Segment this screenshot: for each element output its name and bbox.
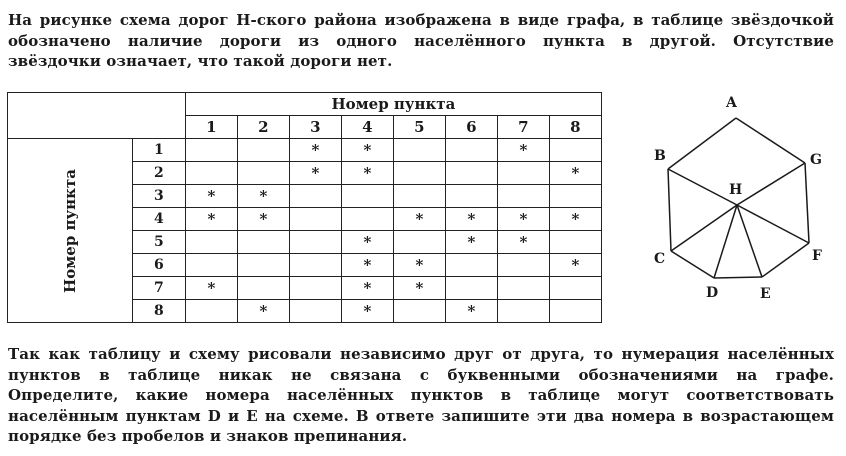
table-cell: [497, 254, 549, 277]
table-cell: [185, 162, 237, 185]
graph-node-d: D: [706, 285, 719, 301]
table-cell: [445, 162, 497, 185]
column-number: 5: [393, 116, 445, 139]
table-cell: [289, 208, 341, 231]
column-number: 8: [549, 116, 601, 139]
column-number: 3: [289, 116, 341, 139]
table-cell: *: [497, 139, 549, 162]
column-number: 2: [237, 116, 289, 139]
table-cell: *: [549, 162, 601, 185]
graph-edge-H-B: [668, 169, 737, 205]
table-cell: [289, 277, 341, 300]
adjacency-table: [7, 92, 602, 323]
table-cell: *: [237, 300, 289, 323]
table-cell: *: [445, 300, 497, 323]
table-cell: *: [393, 277, 445, 300]
row-header-text: Номер пункта: [60, 168, 79, 293]
table-cell: [549, 231, 601, 254]
intro-line: обозначено наличие дороги из одного населённого пункта в другой. Отсутствие: [8, 31, 834, 50]
row-number: 2: [132, 162, 185, 185]
intro-line: На рисунке схема дорог Н-ского района изображена в виде графа, в таблице звёздочкой: [8, 11, 834, 29]
graph-node-e: E: [760, 286, 771, 302]
table-cell: [185, 139, 237, 162]
table-cell: [549, 185, 601, 208]
graph-node-f: F: [812, 248, 822, 264]
table-cell: *: [549, 254, 601, 277]
table-cell: [289, 185, 341, 208]
graph-edge-H-G: [737, 163, 805, 205]
intro-paragraph: [8, 10, 834, 72]
row-header: [8, 139, 133, 323]
table-cell: [237, 277, 289, 300]
table-cell: [549, 139, 601, 162]
table-cell: *: [237, 185, 289, 208]
table-cell: *: [289, 162, 341, 185]
table-cell: [185, 254, 237, 277]
graph-edge-E-F: [762, 243, 809, 277]
column-number: 7: [497, 116, 549, 139]
table-cell: [393, 231, 445, 254]
table-cell: *: [289, 139, 341, 162]
row-number: 7: [132, 277, 185, 300]
table-cell: [185, 231, 237, 254]
table-cell: [237, 162, 289, 185]
column-header: Номер пункта: [185, 93, 601, 116]
table-cell: [393, 139, 445, 162]
question-line: населённым пунктам D и E на схеме. В ответе запишите эти два номера в возрастающем: [8, 406, 834, 425]
table-row: [8, 139, 602, 162]
question-paragraph: [8, 344, 834, 447]
graph-edge-D-E: [714, 277, 762, 278]
graph-node-g: G: [810, 152, 822, 168]
table-cell: [341, 185, 393, 208]
table-cell: *: [341, 162, 393, 185]
table-cell: [393, 185, 445, 208]
graph-node-c: C: [654, 251, 666, 267]
table-cell: [497, 185, 549, 208]
table-cell: *: [393, 208, 445, 231]
column-number: 4: [341, 116, 393, 139]
graph-edge-H-D: [714, 205, 737, 278]
table-cell: [497, 277, 549, 300]
row-number: 8: [132, 300, 185, 323]
table-cell: *: [341, 139, 393, 162]
graph-edge-B-C: [668, 169, 671, 251]
table-corner: [8, 93, 186, 139]
table-cell: [237, 231, 289, 254]
graph-node-b: B: [654, 148, 666, 164]
graph-edge-A-B: [668, 118, 736, 169]
row-number: 5: [132, 231, 185, 254]
graph-edge-H-C: [671, 205, 737, 251]
table-cell: [549, 300, 601, 323]
row-number: 6: [132, 254, 185, 277]
question-line: Определите, какие номера населённых пунктов в таблице могут соответствовать: [8, 386, 834, 404]
intro-line: звёздочки означает, что такой дороги нет.: [8, 52, 393, 70]
table-cell: [393, 300, 445, 323]
row-number: 3: [132, 185, 185, 208]
table-cell: *: [549, 208, 601, 231]
table-cell: *: [341, 231, 393, 254]
column-number: 1: [185, 116, 237, 139]
question-line: пунктов в таблице никак не связана с буквенными обозначениями на графе.: [8, 365, 834, 384]
row-number: 4: [132, 208, 185, 231]
graph-node-a: A: [726, 95, 737, 111]
table-cell: [393, 162, 445, 185]
table-cell: [289, 300, 341, 323]
table-cell: *: [341, 277, 393, 300]
table-cell: *: [237, 208, 289, 231]
table-cell: [549, 277, 601, 300]
table-cell: [237, 139, 289, 162]
column-number: 6: [445, 116, 497, 139]
table-cell: [289, 254, 341, 277]
table-cell: *: [393, 254, 445, 277]
table-cell: [445, 139, 497, 162]
table-cell: [289, 231, 341, 254]
table-cell: [445, 254, 497, 277]
question-line: Так как таблицу и схему рисовали независимо друг от друга, то нумерация населённых: [8, 345, 834, 363]
table-cell: *: [497, 208, 549, 231]
table-cell: *: [185, 277, 237, 300]
table-cell: *: [445, 208, 497, 231]
table-cell: *: [341, 300, 393, 323]
table-cell: *: [341, 254, 393, 277]
question-line: порядке без пробелов и знаков препинания.: [8, 427, 408, 445]
table-cell: [445, 185, 497, 208]
table-cell: *: [185, 185, 237, 208]
table-cell: [497, 300, 549, 323]
table-cell: [185, 300, 237, 323]
table-cell: [237, 254, 289, 277]
graph-edge-A-G: [736, 118, 805, 163]
graph-edge-G-F: [805, 163, 809, 243]
table-cell: [497, 162, 549, 185]
road-graph: [640, 92, 840, 312]
row-number: 1: [132, 139, 185, 162]
graph-node-h: H: [729, 182, 743, 198]
graph-edge-C-D: [671, 251, 714, 278]
table-cell: *: [445, 231, 497, 254]
table-cell: *: [497, 231, 549, 254]
table-cell: [445, 277, 497, 300]
table-cell: *: [185, 208, 237, 231]
table-cell: [341, 208, 393, 231]
